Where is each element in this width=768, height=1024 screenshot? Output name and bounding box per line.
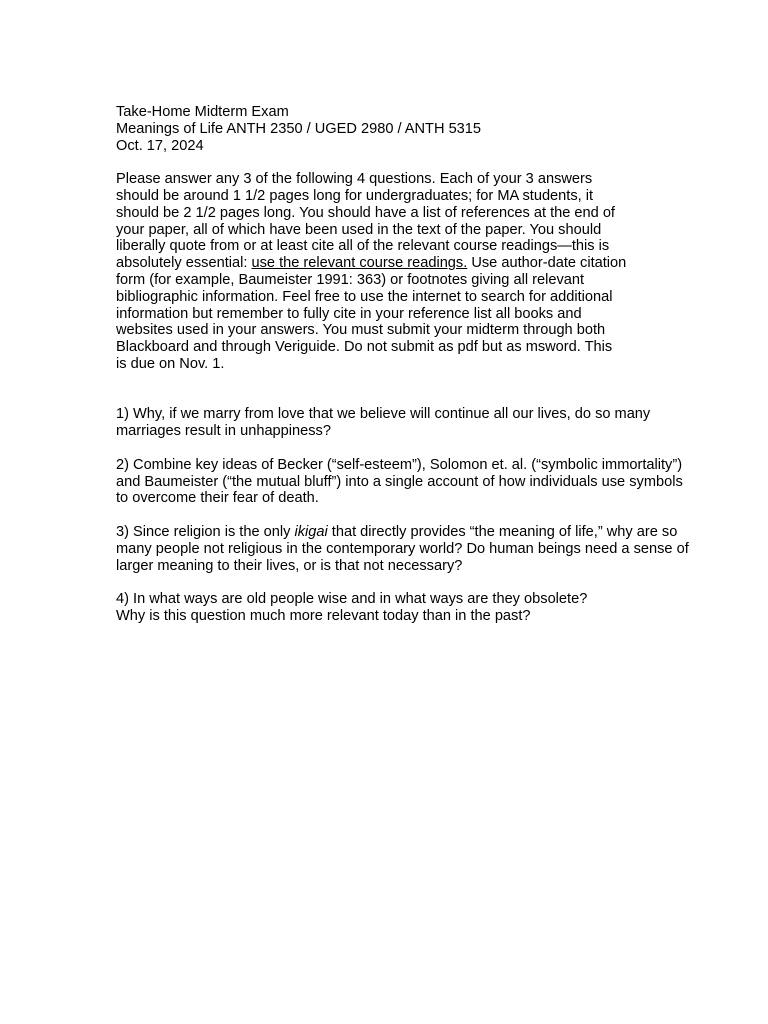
question-line — [116, 524, 736, 541]
question-3 — [116, 524, 736, 574]
question-line: Why is this question much more relevant today than in the past? — [116, 607, 531, 624]
document-page — [116, 104, 736, 625]
question-line: 4) In what ways are old people wise and in what ways are they obsolete? — [116, 591, 588, 608]
instructions-line: information but remember to fully cite in your reference list all books and — [116, 305, 582, 322]
instructions-line: form (for example, Baumeister 1991: 363) or footnotes giving all relevant — [116, 271, 585, 288]
instructions-line: Please answer any 3 of the following 4 questions. Each of your 3 answers — [116, 171, 593, 188]
question-text: that directly provides “the meaning of life,” why are so — [327, 523, 678, 540]
question-line: many people not religious in the contemporary world? Do human beings need a sense of — [116, 540, 689, 557]
italic-term: ikigai — [294, 523, 328, 540]
instructions-line: Blackboard and through Veriguide. Do not submit as pdf but as msword. This — [116, 339, 613, 356]
exam-header — [116, 104, 736, 154]
instructions-line: should be around 1 1/2 pages long for undergraduates; for MA students, it — [116, 187, 594, 204]
question-line: 2) Combine key ideas of Becker (“self-esteem”), Solomon et. al. (“symbolic immortality”) — [116, 456, 683, 473]
exam-date: Oct. 17, 2024 — [116, 137, 204, 154]
instructions-line-emphasis — [116, 255, 736, 272]
instructions-text: Use author-date citation — [467, 255, 627, 272]
instructions-line: your paper, all of which have been used in the text of the paper. You should — [116, 221, 602, 238]
instructions-paragraph — [116, 171, 736, 373]
instructions-line: is due on Nov. 1. — [116, 355, 225, 372]
underlined-emphasis: use the relevant course readings. — [251, 255, 468, 272]
question-line: 1) Why, if we marry from love that we believe will continue all our lives, do so many — [116, 406, 651, 423]
exam-title: Take-Home Midterm Exam — [116, 104, 289, 120]
instructions-line: should be 2 1/2 pages long. You should have a list of references at the end of — [116, 204, 615, 221]
question-text: 3) Since religion is the only — [116, 523, 295, 540]
question-2 — [116, 457, 736, 507]
instructions-line: websites used in your answers. You must submit your midterm through both — [116, 322, 606, 339]
instructions-line: bibliographic information. Feel free to use the internet to search for additional — [116, 288, 613, 305]
course-line: Meanings of Life ANTH 2350 / UGED 2980 / ANTH 5315 — [116, 120, 482, 137]
question-4 — [116, 591, 736, 625]
instructions-line: liberally quote from or at least cite all of the relevant course readings—this is — [116, 238, 610, 255]
instructions-text: absolutely essential: — [116, 255, 252, 272]
question-line: larger meaning to their lives, or is that not necessary? — [116, 557, 463, 574]
question-line: marriages result in unhappiness? — [116, 423, 331, 440]
question-1 — [116, 406, 736, 440]
question-line: to overcome their fear of death. — [116, 490, 319, 507]
question-line: and Baumeister (“the mutual bluff”) into a single account of how individuals use symbols — [116, 473, 683, 490]
